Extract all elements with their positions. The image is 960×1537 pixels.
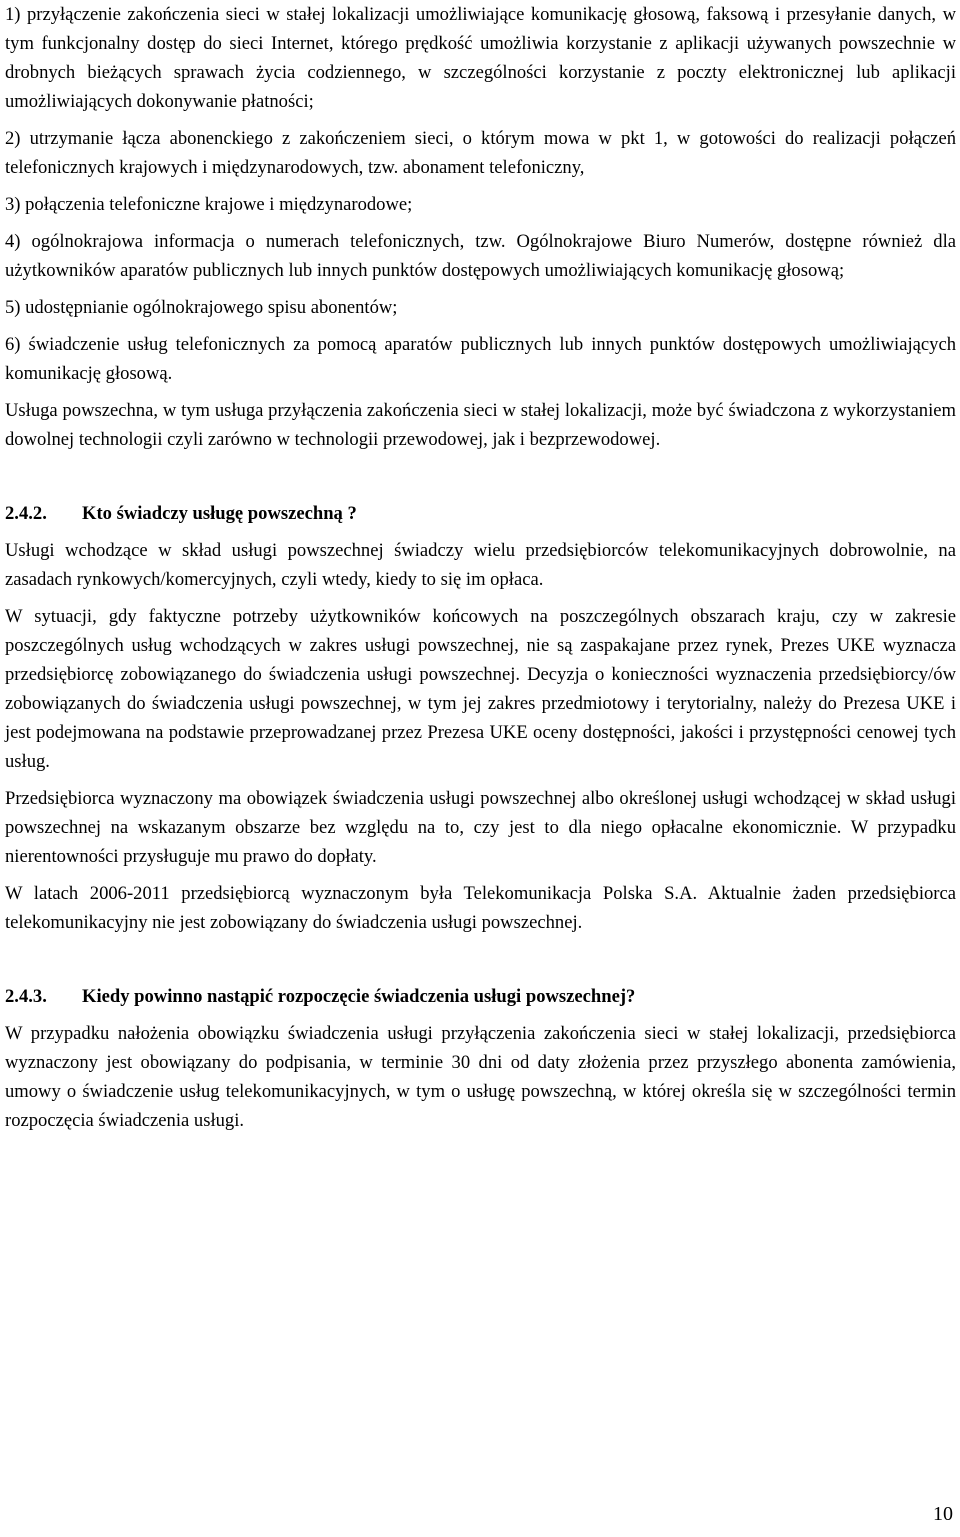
section-paragraph: Usługi wchodzące w skład usługi powszechnej świadczy wielu przedsiębiorców telekomunikacyjnych dobrowolnie, na zasadach rynkowych/komercyjnych, czyli wtedy, kiedy to się im opłaca. [5,540,956,590]
section-heading-2-4-2 [5,499,956,528]
list-item-3: 3) połączenia telefoniczne krajowe i międzynarodowe; [5,194,413,215]
page-number: 10 [933,1503,953,1525]
section-title: Kto świadczy usługę powszechną ? [82,503,357,524]
document-page [5,0,956,1135]
section-paragraph: W latach 2006-2011 przedsiębiorcą wyznaczonym była Telekomunikacja Polska S.A. Aktualnie żaden przedsiębiorca telekomunikacyjny nie jest zobowiązany do świadczenia usługi powszechnej. [5,883,956,933]
list-item-6: 6) świadczenie usług telefonicznych za pomocą aparatów publicznych lub innych punktów dostępowych umożliwiających komunikację głosową. [5,334,956,384]
list-item-1: 1) przyłączenie zakończenia sieci w stałej lokalizacji umożliwiające komunikację głosową, faksową i przesyłanie danych, w tym funkcjonalny dostęp do sieci Internet, którego prędkość umożliwia korzystanie z aplikacji używanych powszechnie w drobnych bieżących sprawach życia codziennego, w szczególności korzystanie z poczty elektronicznej lub aplikacji umożliwiających dokonywanie płatności; [5,4,956,112]
section-paragraph: W przypadku nałożenia obowiązku świadczenia usługi przyłączenia zakończenia sieci w stałej lokalizacji, przedsiębiorca wyznaczony jest obowiązany do podpisania, w terminie 30 dni od daty złożenia przez przyszłego abonenta zamówienia, umowy o świadczenie usług telekomunikacyjnych, w tym o usługę powszechną, w której określa się w szczególności termin rozpoczęcia świadczenia usługi. [5,1023,956,1131]
section-paragraph: W sytuacji, gdy faktyczne potrzeby użytkowników końcowych na poszczególnych obszarach kraju, czy w zakresie poszczególnych usług wchodzących w zakres usługi powszechnej, nie są zaspakajane przez rynek, Prezes UKE wyznacza przedsiębiorcę zobowiązanego do świadczenia usługi powszechnej. Decyzja o konieczności wyznaczenia przedsiębiorcy/ów zobowiązanych do świadczenia usługi powszechnej, w tym jej zakres przedmiotowy i terytorialny, należy do Prezesa UKE i jest podejmowana na podstawie przeprowadzanej przez Prezesa UKE oceny dostępności, jakości i przystępności cenowej tych usług. [5,606,956,772]
section-number: 2.4.2. [5,503,47,524]
service-note-paragraph: Usługa powszechna, w tym usługa przyłączenia zakończenia sieci w stałej lokalizacji, może być świadczona z wykorzystaniem dowolnej technologii czyli zarówno w technologii przewodowej, jak i bezprzewodowej. [5,400,956,450]
section-paragraph: Przedsiębiorca wyznaczony ma obowiązek świadczenia usługi powszechnej albo określonej usługi wchodzącej w skład usługi powszechnej na wskazanym obszarze bez względu na to, czy jest to dla niego opłacalne ekonomicznie. W przypadku nierentowności przysługuje mu prawo do dopłaty. [5,788,956,867]
section-number: 2.4.3. [5,986,47,1007]
section-heading-2-4-3 [5,982,956,1011]
list-item-5: 5) udostępnianie ogólnokrajowego spisu abonentów; [5,297,398,318]
list-item-2: 2) utrzymanie łącza abonenckiego z zakończeniem sieci, o którym mowa w pkt 1, w gotowości do realizacji połączeń telefonicznych krajowych i międzynarodowych, tzw. abonament telefoniczny, [5,128,956,178]
list-item-4: 4) ogólnokrajowa informacja o numerach telefonicznych, tzw. Ogólnokrajowe Biuro Numerów, dostępne również dla użytkowników aparatów publicznych lub innych punktów dostępowych umożliwiających komunikację głosową; [5,231,956,281]
section-title: Kiedy powinno nastąpić rozpoczęcie świadczenia usługi powszechnej? [82,986,636,1007]
